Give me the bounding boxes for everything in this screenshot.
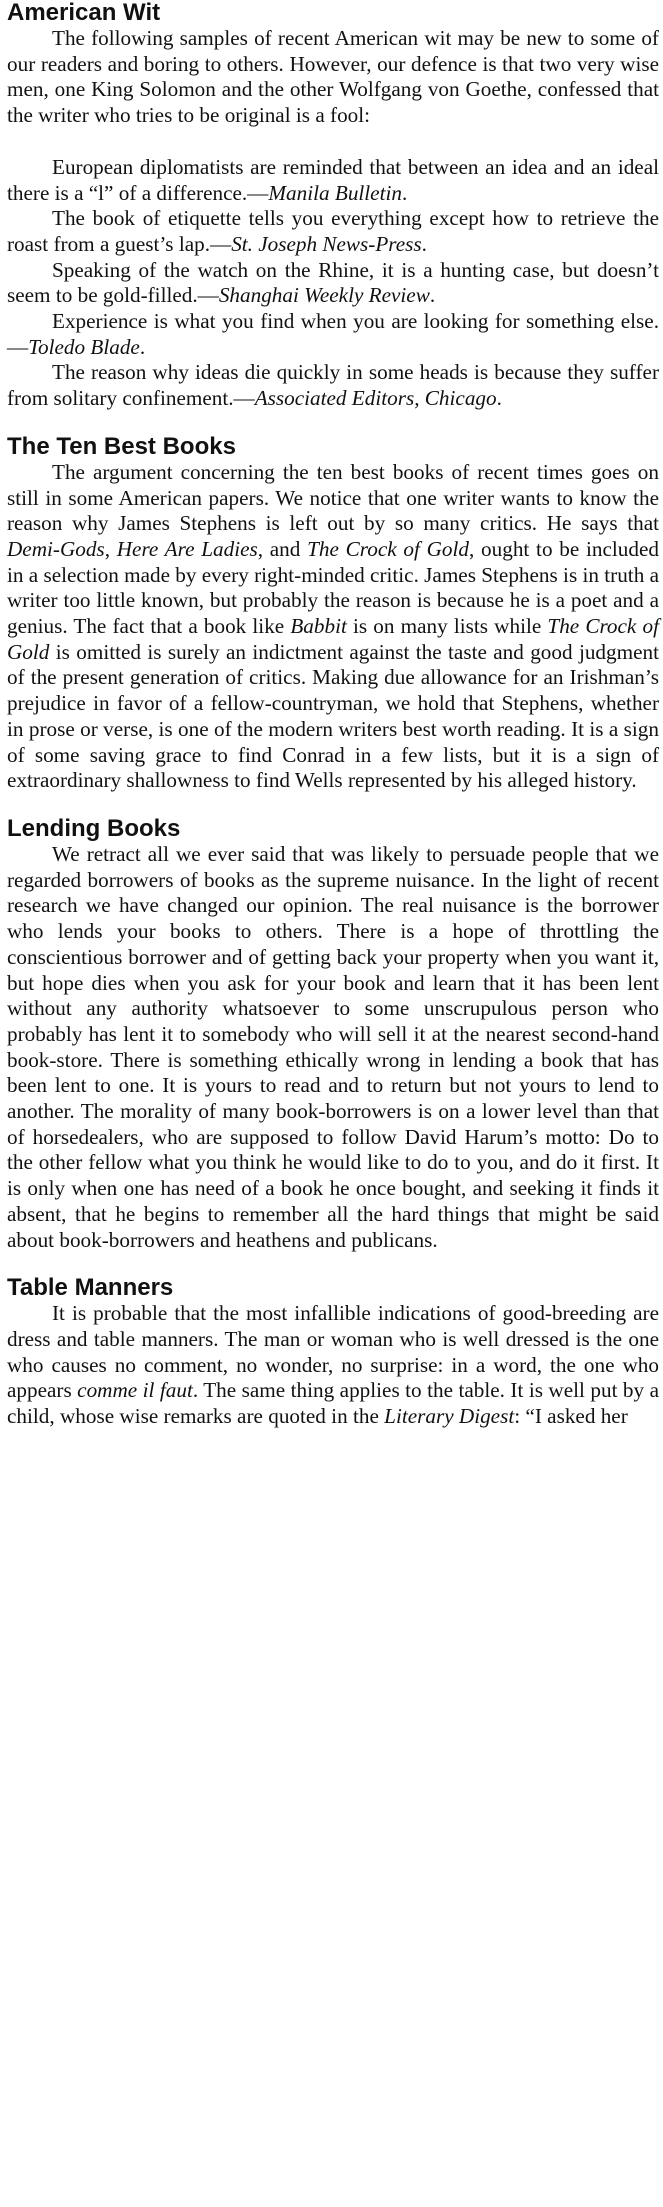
book-title: Here Are Ladies (116, 536, 258, 561)
section-title: Table Manners (7, 1274, 174, 1302)
quote-source: Shanghai Weekly Review (218, 283, 430, 308)
quote: The book of etiquette tells you everything except how to retrieve the roast from a guest’s lap.—St. Joseph News-Press. (7, 206, 659, 256)
paragraph: We retract all we ever said that was likely to persuade people that we regarded borrowers of books as the supreme nuisance. In the light of recent research we have changed our opinion. The real nuisance is the borrower who lends your books to others. There is a hope of throttling the conscientious borrower and of getting back your property when you want it, but hope dies when you ask for your book and learn that it has been lent without any authority whatsoever to some unscrupulous person who probably has lent it to somebody who will sell it at the nearest second-hand book-store. There is something ethically wrong in lending a book that has been lent to one. It is yours to read and to return but not yours to lend to another. The morality of many book-borrowers is on a lower level than that of horsedealers, who are supposed to follow David Harum’s motto: Do to the other fellow what you think he would like to do to you, and do it first. It is only when one has need of a book he once bought, and seeking it finds it absent, that he begins to remember all the hard things that might be said about book-borrowers and heathens and publicans. (7, 841, 659, 1252)
quote-source: Toledo Blade (28, 334, 140, 359)
quote: The reason why ideas die quickly in some heads is because they suffer from solitary confinement.—Associated Editors, Chicago. (7, 360, 659, 411)
section-lending-books (7, 816, 659, 1253)
foreign-phrase: comme il faut (77, 1378, 193, 1403)
quote: Speaking of the watch on the Rhine, it is a hunting case, but doesn’t seem to be gold-filled.—Shanghai Weekly Review. (7, 257, 659, 308)
publication-title: Literary Digest (384, 1404, 515, 1429)
section-title: The Ten Best Books (7, 432, 236, 460)
section-table-manners (7, 1275, 659, 1430)
book-title: The Crock of Gold (7, 614, 659, 664)
section-american-wit (7, 0, 659, 412)
quote: Experience is what you find when you are looking for something else.—Toledo Blade. (7, 309, 659, 359)
section-ten-best-books (7, 434, 659, 794)
section-title: Lending Books (7, 814, 181, 842)
section-title: American Wit (7, 0, 161, 26)
book-title: Babbit (290, 614, 347, 639)
paragraph: It is probable that the most infallible indications of good-breeding are dress and table manners. The man or woman who is well dressed is the one who causes no comment, no wonder, no surprise: in a word, the one who appears comme il faut. The same thing applies to the table. It is well put by a child, whose wise remarks are quoted in the Literary Digest: “I asked her (7, 1301, 659, 1429)
book-title: Demi-Gods (7, 536, 105, 561)
paragraph: The argument concerning the ten best books of recent times goes on still in some American papers. We notice that one writer wants to know the reason why James Stephens is left out by so many critics. He says that Demi-Gods, Here Are Ladies, and The Crock of Gold, ought to be included in a selection made by every right-minded critic. James Stephens is in truth a writer too little known, but probably the reason is because he is a poet and a genius. The fact that a book like Babbit is on many lists while The Crock of Gold is omitted is surely an indictment against the taste and good judgment of the present generation of critics. Making due allowance for an Irishman’s prejudice in favor of a fellow-countryman, we hold that Stephens, whether in prose or verse, is one of the modern writers best worth reading. It is a sign of some saving grace to find Conrad in a few lists, but it is a sign of extraordinary shallowness to find Wells represented by his alleged history. (7, 459, 659, 793)
quote: European diplomatists are reminded that between an idea and an ideal there is a “l” of a difference.—Manila Bulletin. (7, 154, 659, 205)
book-title: The Crock of Gold (307, 536, 469, 561)
paragraph: The following samples of recent American wit may be new to some of our readers and boring to others. However, our defence is that two very wise men, one King Solomon and the other Wolfgang von Goethe, confessed that the writer who tries to be original is a fool: (7, 26, 659, 128)
quote-source: Manila Bulletin (268, 180, 402, 205)
quote-source: St. Joseph News-Press (231, 231, 422, 256)
quote-source: Associated Editors, Chicago (254, 386, 497, 411)
